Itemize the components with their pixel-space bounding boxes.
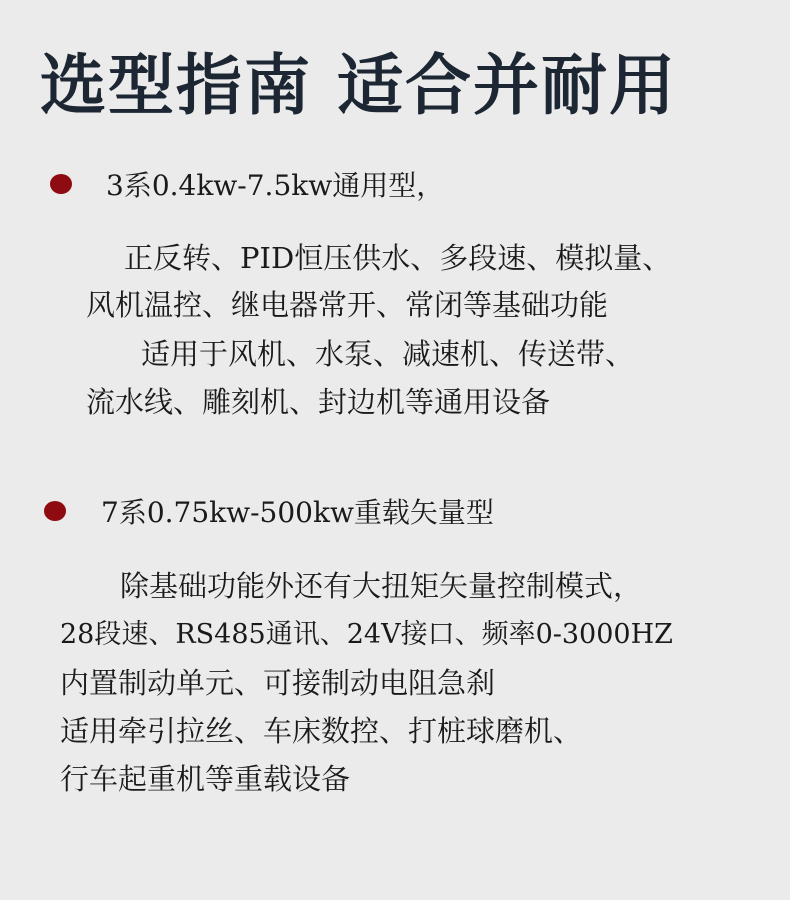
- section-2-line: 28段速、RS485通讯、24V接口、频率0-3000HZ: [60, 619, 673, 650]
- section-2-line: 适用牵引拉丝、车床数控、打桩球磨机、: [60, 714, 583, 748]
- section-1-bullet: [50, 174, 72, 194]
- section-2-line: 除基础功能外还有大扭矩矢量控制模式，: [120, 569, 643, 603]
- section-2-heading: 7系0.75kw-500kw重载矢量型: [101, 496, 494, 529]
- section-1-heading: 3系0.4kw-7.5kw通用型，: [106, 169, 445, 202]
- section-2-bullet: [44, 501, 66, 521]
- section-1-line: 流水线、雕刻机、封边机等通用设备: [86, 385, 551, 419]
- section-2-line: 行车起重机等重载设备: [60, 762, 351, 796]
- page-title: 选型指南 适合并耐用: [40, 46, 677, 124]
- section-1-line: 适用于风机、水泵、减速机、传送带、: [141, 337, 635, 371]
- section-1-line: 正反转、PID恒压供水、多段速、模拟量、: [124, 241, 672, 275]
- section-1-line: 风机温控、继电器常开、常闭等基础功能: [86, 288, 609, 322]
- section-2-line: 内置制动单元、可接制动电阻急刹: [60, 666, 496, 700]
